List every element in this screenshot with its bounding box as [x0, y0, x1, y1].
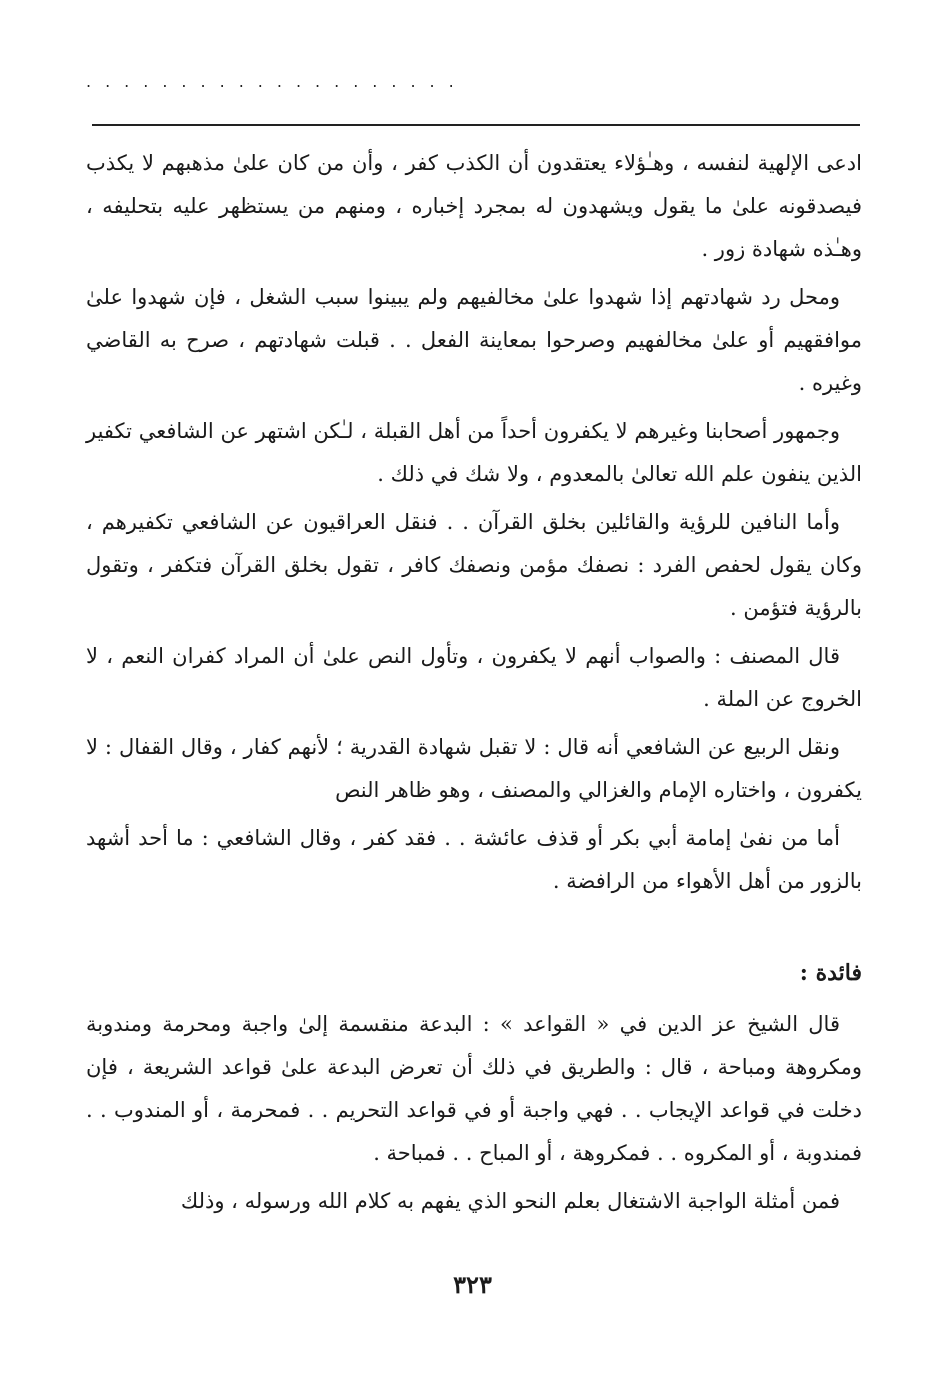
paragraph: أما من نفىٰ إمامة أبي بكر أو قذف عائشة . . فقد كفر ، وقال الشافعي : ما أحد أشهد بالزور من أهل الأهواء من الرافضة . [86, 826, 862, 893]
paragraph: وأما النافين للرؤية والقائلين بخلق القرآن . . فنقل العراقيون عن الشافعي تكفيرهم ، وكان يقول لحفص الفرد : نصفك مؤمن ونصفك كافر ، تقول بخلق القرآن فتكفر ، وتقول بالرؤية فتؤمن . [86, 510, 862, 620]
paragraph: ومحل رد شهادتهم إذا شهدوا علىٰ مخالفيهم ولم يبينوا سبب الشغل ، فإن شهدوا علىٰ موافقهيم أو علىٰ مخالفهيم وصرحوا بمعاينة الفعل . . قبلت شهادتهم ، صرح به القاضي وغيره . [86, 285, 862, 395]
section-heading: فائدة : [799, 960, 862, 986]
page-body [86, 142, 862, 1228]
header-dotted-line: .................... [86, 72, 468, 91]
paragraph: ادعى الإلهية لنفسه ، وهـٰؤلاء يعتقدون أن الكذب كفر ، وأن من كان علىٰ مذهبهم لا يكذب فيصدقونه علىٰ ما يقول ويشهدون له بمجرد إخباره ، ومنهم من يستظهر عليه بتحليفه ، وهـٰذه شهادة زور . [86, 151, 862, 261]
paragraph: وجمهور أصحابنا وغيرهم لا يكفرون أحداً من أهل القبلة ، لـٰكن اشتهر عن الشافعي تكفير الذين ينفون علم الله تعالىٰ بالمعدوم ، ولا شك في ذلك . [86, 419, 862, 486]
page-number: ٣٢٣ [453, 1270, 492, 1299]
header-rule [92, 124, 860, 126]
paragraph: قال المصنف : والصواب أنهم لا يكفرون ، وتأول النص علىٰ أن المراد كفران النعم ، لا الخروج عن الملة . [86, 644, 862, 711]
paragraph: ونقل الربيع عن الشافعي أنه قال : لا تقبل شهادة القدرية ؛ لأنهم كفار ، وقال القفال : لا يكفرون ، واختاره الإمام والغزالي والمصنف ، وهو ظاهر النص [86, 735, 862, 802]
paragraph: فمن أمثلة الواجبة الاشتغال بعلم النحو الذي يفهم به كلام الله ورسوله ، وذلك [180, 1189, 840, 1213]
paragraph: قال الشيخ عز الدين في « القواعد » : البدعة منقسمة إلىٰ واجبة ومحرمة ومندوبة ومكروهة ومباحة ، قال : والطريق في ذلك أن تعرض البدعة علىٰ قواعد الشريعة ، فإن دخلت في قواعد الإيجاب . . فهي واجبة أو في قواعد التحريم . . فمحرمة ، أو المندوب . . فمندوبة ، أو المكروه . . فمكروهة ، أو المباح . . فمباحة . [86, 1012, 862, 1165]
